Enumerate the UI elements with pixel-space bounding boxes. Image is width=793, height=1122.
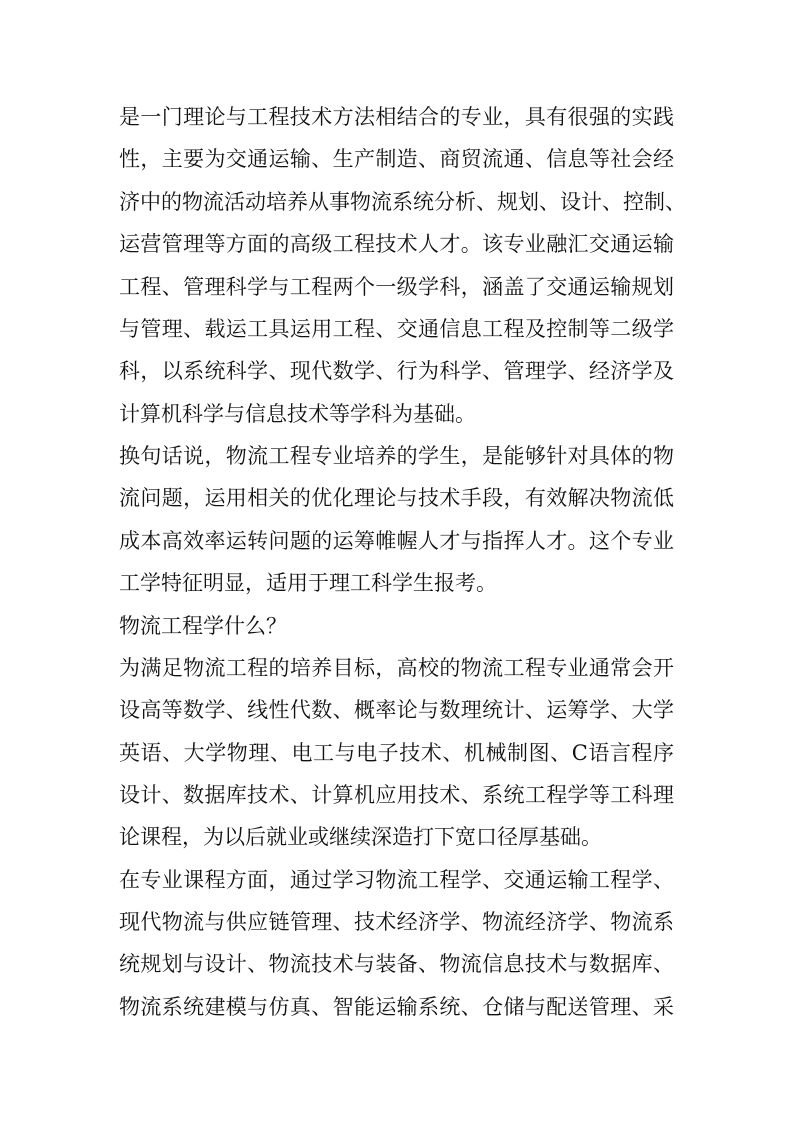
text-line: 论课程，为以后就业或继续深造打下宽口径厚基础。 [119,825,602,849]
text-line: 工学特征明显，适用于理工科学生报考。 [119,571,497,595]
text-line: 设计、数据库技术、计算机应用技术、系统工程学等工科理 [119,783,674,807]
text-line: 与管理、载运工具运用工程、交通信息工程及控制等二级学 [119,317,674,341]
text-line: 济中的物流活动培养从事物流系统分析、规划、设计、控制、 [119,190,686,214]
text-line: 物流系统建模与仿真、智能运输系统、仓储与配送管理、采 [119,995,674,1019]
text-line: 性，主要为交通运输、生产制造、商贸流通、信息等社会经 [119,147,674,171]
text-line: 工程、管理科学与工程两个一级学科，涵盖了交通运输规划 [119,275,674,299]
text-line: 运营管理等方面的高级工程技术人才。该专业融汇交通运输 [119,232,674,256]
text-line: 科，以系统科学、现代数学、行为科学、管理学、经济学及 [119,359,674,383]
text-line: 现代物流与供应链管理、技术经济学、物流经济学、物流系 [119,910,674,934]
text-line: 是一门理论与工程技术方法相结合的专业，具有很强的实践 [119,105,674,129]
text-line: 在专业课程方面，通过学习物流工程学、交通运输工程学、 [119,868,674,892]
text-line: 成本高效率运转问题的运筹帷幄人才与指挥人才。这个专业 [119,529,674,553]
text-line: 设高等数学、线性代数、概率论与数理统计、运筹学、大学 [119,698,674,722]
text-line: 为满足物流工程的培养目标，高校的物流工程专业通常会开 [119,656,674,680]
text-line: 英语、大学物理、电工与电子技术、机械制图、C语言程序 [119,741,674,765]
section-heading: 物流工程学什么？ [119,614,287,638]
text-line: 流问题，运用相关的优化理论与技术手段，有效解决物流低 [119,486,674,510]
text-line: 统规划与设计、物流技术与装备、物流信息技术与数据库、 [119,952,674,976]
text-line: 计算机科学与信息技术等学科为基础。 [119,402,476,426]
text-line: 换句话说，物流工程专业培养的学生，是能够针对具体的物 [119,444,674,468]
